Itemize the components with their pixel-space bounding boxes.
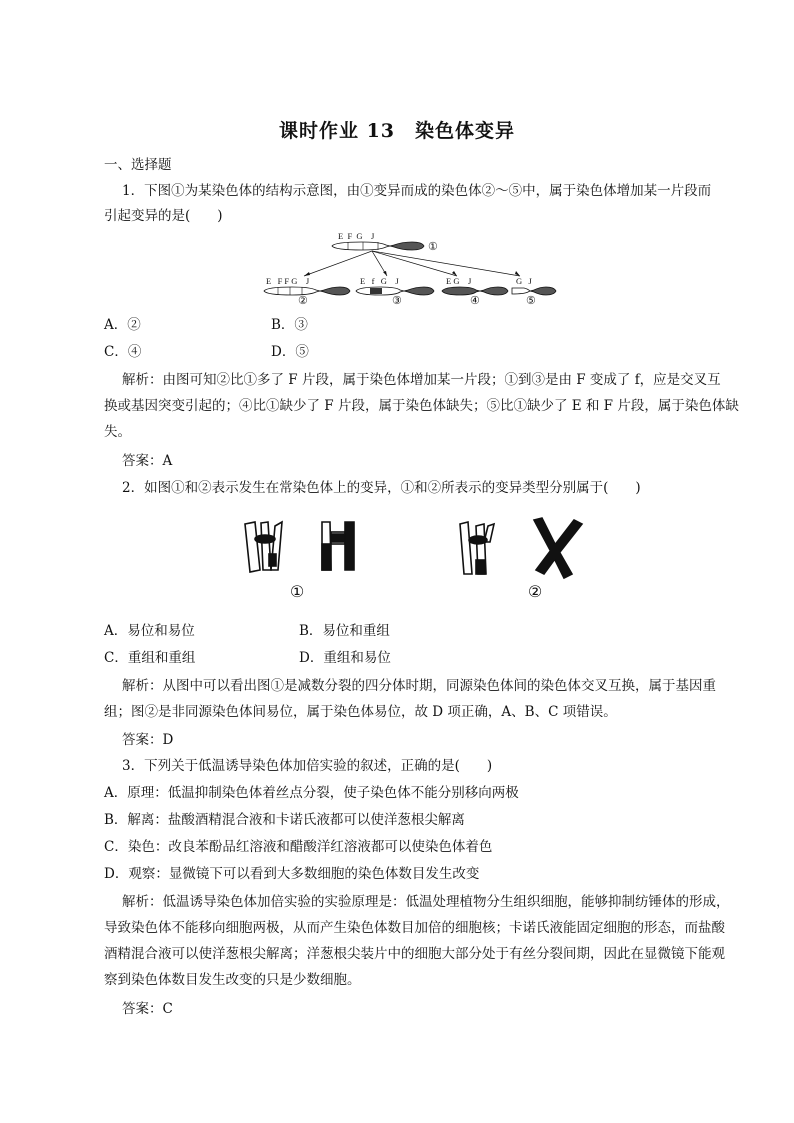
q3-option-a: A．原理：低温抑制染色体着丝点分裂，使子染色体不能分别移向两极 xyxy=(104,785,519,801)
q3-option-b: B．解离：盐酸酒精混合液和卡诺氏液都可以使洋葱根尖解离 xyxy=(104,812,465,828)
q1-stem-line2: 引起变异的是( ) xyxy=(104,208,223,224)
q3-option-d: D．观察：显微镜下可以看到大多数细胞的染色体数目发生改变 xyxy=(104,866,480,882)
chromosome-4-labels: E G J xyxy=(446,276,472,286)
chromosome-3 xyxy=(356,276,434,306)
chromosome-4-number: ④ xyxy=(470,295,480,306)
q1-analysis-line2: 换或基因突变引起的；④比①缺少了 F 片段，属于染色体缺失；⑤比①缺少了 E 和 F 片段，属于染色体缺 xyxy=(104,398,739,414)
q1-analysis-line3: 失。 xyxy=(104,424,131,440)
q1-option-a: A．② xyxy=(104,317,141,333)
q1-option-c: C．④ xyxy=(104,344,142,360)
q3-analysis-line2: 导致染色体不能移向细胞两极，从而产生染色体数目加倍的细胞核；卡诺氏液能固定细胞的形态，而盐酸 xyxy=(104,920,725,936)
chromosome-4 xyxy=(442,276,508,306)
chromosome-2-number: ② xyxy=(298,295,308,306)
derivation-arrows xyxy=(304,251,520,276)
q2-option-d: D．重组和易位 xyxy=(299,650,391,666)
q2-option-a: A．易位和易位 xyxy=(104,623,195,639)
q1-option-d: D．⑤ xyxy=(271,344,309,360)
q1-stem-line1: 1．下图①为某染色体的结构示意图，由①变异而成的染色体②～⑤中，属于染色体增加某一片段而 xyxy=(122,183,712,199)
q2-analysis-line1: 解析：从图中可以看出图①是减数分裂的四分体时期，同源染色体间的染色体交叉互换，属于基因重 xyxy=(122,678,716,694)
q2-answer: 答案：D xyxy=(122,732,174,748)
section-heading: 一、选择题 xyxy=(104,157,172,173)
chromosome-2-labels: E F F G J xyxy=(266,276,310,286)
figure-1-label: ① xyxy=(289,582,305,601)
q3-analysis-line3: 酒精混合液可以使洋葱根尖解离；洋葱根尖装片中的细胞大部分处于有丝分裂间期，因此在显微镜下能观 xyxy=(104,946,725,962)
figure-1-right-pair xyxy=(322,522,354,570)
q2-option-b: B．易位和重组 xyxy=(299,623,390,639)
q1-option-b: B．③ xyxy=(271,317,308,333)
chromosome-5 xyxy=(512,276,556,306)
chromosome-5-number: ⑤ xyxy=(526,295,536,306)
chromosome-5-labels: G J xyxy=(516,276,532,286)
chromosome-1-number: ① xyxy=(428,241,438,253)
q3-analysis-line4: 察到染色体数目发生改变的只是少数细胞。 xyxy=(104,972,361,988)
q2-option-c: C．重组和重组 xyxy=(104,650,196,666)
q3-answer: 答案：C xyxy=(122,1001,173,1017)
q3-stem: 3．下列关于低温诱导染色体加倍实验的叙述，正确的是( ) xyxy=(122,758,493,774)
q1-chromosome-figure xyxy=(262,232,562,306)
page-title: 课时作业 13 染色体变异 xyxy=(278,120,516,142)
q3-option-c: C．染色：改良苯酚品红溶液和醋酸洋红溶液都可以使染色体着色 xyxy=(104,839,493,855)
chromosome-1-labels: E F G J xyxy=(338,232,375,241)
q3-analysis-line1: 解析：低温诱导染色体加倍实验的实验原理是：低温处理植物分生组织细胞，能够抑制纺锤体的形成， xyxy=(122,894,730,910)
chromosome-3-labels: E f G J xyxy=(360,276,399,286)
figure-1-left-pair xyxy=(245,522,282,572)
figure-2-right-x xyxy=(534,518,582,578)
q2-stem: 2．如图①和②表示发生在常染色体上的变异，①和②所表示的变异类型分别属于( ) xyxy=(122,480,641,496)
figure-2-label: ② xyxy=(527,582,543,601)
q1-analysis-line1: 解析：由图可知②比①多了 F 片段，属于染色体增加某一片段；①到③是由 F 变成了 f，应是交叉互 xyxy=(122,372,721,388)
chromosome-1 xyxy=(332,232,438,253)
arrow-heads xyxy=(304,271,520,276)
q1-answer: 答案：A xyxy=(122,453,173,469)
figure-2-left-pair xyxy=(460,522,494,574)
q2-analysis-line2: 组；图②是非同源染色体间易位，属于染色体易位，故 D 项正确，A、B、C 项错误。 xyxy=(104,704,617,720)
chromosome-2 xyxy=(264,276,350,306)
q2-chromosome-figure xyxy=(238,512,588,602)
chromosome-3-number: ③ xyxy=(392,295,402,306)
